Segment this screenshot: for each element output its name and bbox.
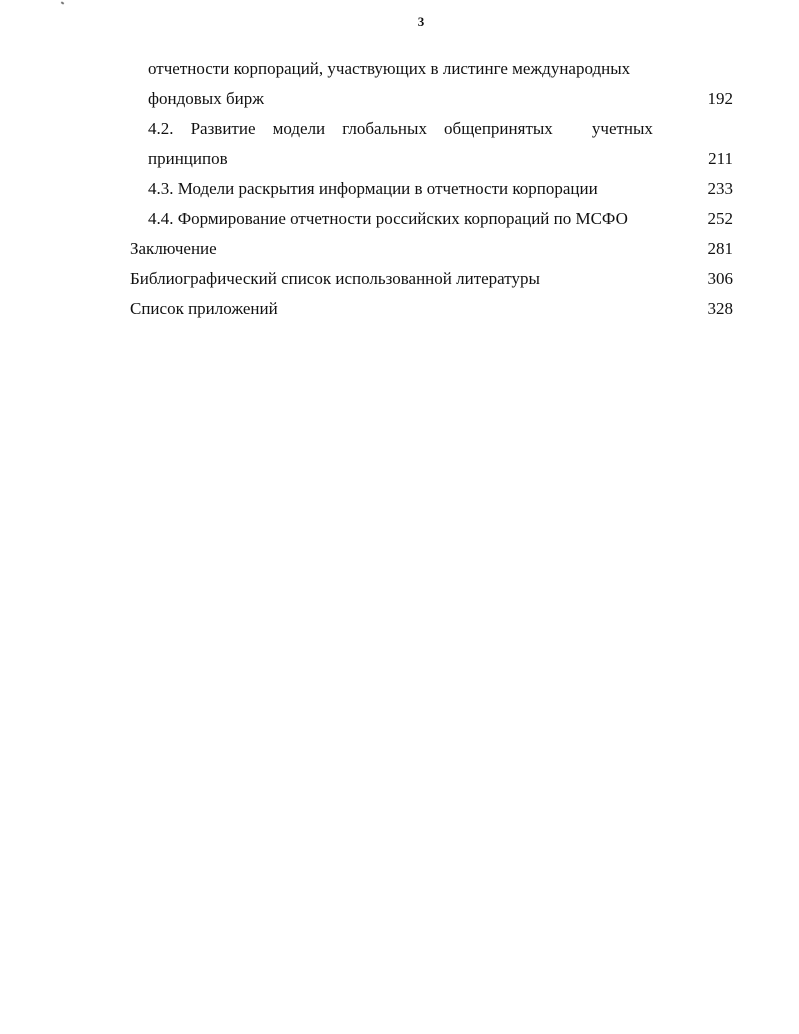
toc-word: Развитие [190, 119, 256, 138]
toc-word: общепринятых [444, 119, 553, 138]
toc-word: модели [272, 119, 326, 138]
toc-entry-text: фондовых бирж [148, 89, 264, 108]
toc-entry-text: Заключение [130, 239, 217, 258]
toc-entry-page: 306 [707, 269, 733, 288]
toc-word: учетных [591, 119, 653, 138]
scan-speck [61, 1, 65, 4]
page-number: 3 [417, 14, 425, 29]
toc-entry-text: Список приложений [130, 299, 278, 318]
toc-word: 4.2. [148, 119, 174, 138]
toc-entry-page: 328 [707, 299, 733, 318]
toc-line [148, 89, 733, 109]
toc-entry-text: отчетности корпораций, участвующих в листинге международных [148, 59, 631, 78]
toc-line [148, 119, 653, 139]
toc-line [148, 209, 733, 229]
toc-entry-page: 233 [707, 179, 733, 198]
toc-entry-page: 192 [707, 89, 733, 108]
toc-word: глобальных [342, 119, 427, 138]
toc-line [148, 179, 733, 199]
toc-line [148, 59, 733, 79]
toc-entry-page: 281 [707, 239, 733, 258]
toc-entry-page: 252 [707, 209, 733, 228]
toc-line [130, 239, 733, 259]
toc-line [130, 299, 733, 319]
toc-entry-text: принципов [148, 149, 228, 168]
toc-line [130, 269, 733, 289]
toc-line [148, 149, 733, 169]
toc-entry-page: 211 [708, 149, 733, 168]
toc-entry-text: Библиографический список использованной литературы [130, 269, 540, 288]
toc-entry-text: 4.4. Формирование отчетности российских корпораций по МСФО [148, 209, 628, 228]
toc-entry-text: 4.3. Модели раскрытия информации в отчетности корпорации [148, 179, 598, 198]
toc-entry-text [148, 119, 653, 139]
